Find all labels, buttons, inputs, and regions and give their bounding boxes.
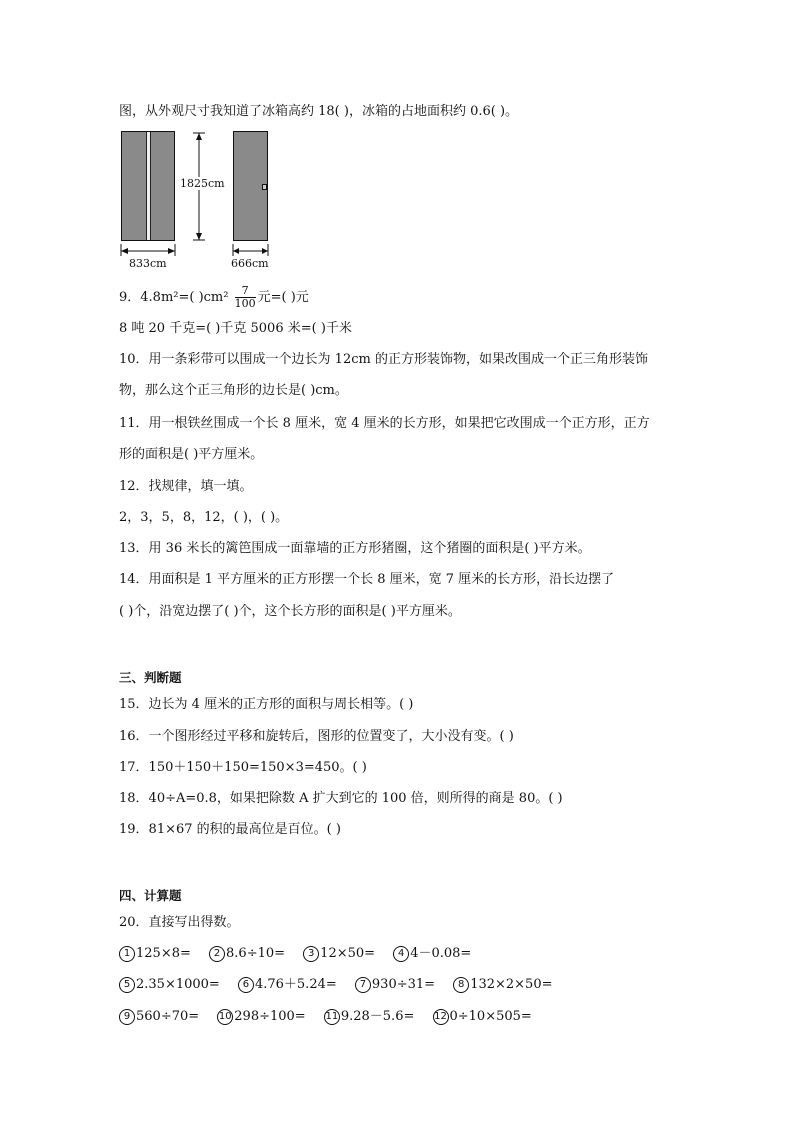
calc-item [119,1009,199,1024]
q11-line1: 11．用一根铁丝围成一个长 8 厘米，宽 4 厘米的长方形，如果把它改围成一个正方形，正方 [119,416,650,431]
calc-expr: 9.28－5.6= [340,1009,415,1024]
handle [262,184,267,190]
q11-line2: 形的面积是( )平方厘米。 [119,447,264,462]
fraction-denominator: 100 [234,297,256,310]
circled-number: 5 [119,977,135,993]
q18: 18．40÷A=0.8，如果把除数 A 扩大到它的 100 倍，则所得的商是 80。( ) [119,791,563,806]
calc-row-2 [119,975,567,995]
calc-item [324,1009,415,1024]
circled-number: 9 [119,1009,135,1025]
q10-line1: 10．用一条彩带可以围成一个边长为 12cm 的正方形装饰物，如果改围成一个正三角形装饰 [119,352,648,367]
q9-part2: 元=( )元 [257,290,309,305]
circled-number: 3 [303,946,319,962]
section-3-heading: 三、判断题 [119,670,182,685]
calc-item [238,977,337,992]
calc-expr: 560÷70= [136,1009,200,1024]
circled-number: 4 [393,946,409,962]
calc-item [119,977,220,992]
calc-expr: 12×50= [320,946,376,961]
dimension-lines [0,0,794,300]
circled-number: 10 [217,1009,233,1025]
q9-line1 [119,285,309,310]
calc-expr: 4－0.08= [410,946,472,961]
q20: 20．直接写出得数。 [119,915,240,930]
calc-item [119,946,191,961]
calc-expr: 8.6÷10= [226,946,286,961]
calc-item [393,946,471,961]
calc-expr: 2.35×1000= [136,977,220,992]
q12-line1: 12．找规律，填一填。 [119,479,253,494]
q8-tail: 图，从外观尺寸我知道了冰箱高约 18( )，冰箱的占地面积约 0.6( )。 [119,104,519,119]
calc-item [433,1009,532,1024]
fraction-numerator: 7 [235,285,256,298]
calc-row-3 [119,1007,546,1027]
q19: 19．81×67 的积的最高位是百位。( ) [119,822,341,837]
calc-expr: 132×2×50= [470,977,553,992]
circled-number: 7 [355,977,371,993]
depth-label: 666cm [231,257,269,270]
circled-number: 6 [238,977,254,993]
fraction [235,285,256,310]
calc-item [355,977,435,992]
circled-number: 1 [119,946,135,962]
circled-number: 11 [324,1009,340,1025]
calc-expr: 298÷100= [234,1009,306,1024]
q9-line2: 8 吨 20 千克=( )千克 5006 米=( )千米 [119,321,352,336]
height-label: 1825cm [180,177,225,190]
q16: 16．一个图形经过平移和旋转后，图形的位置变了，大小没有变。( ) [119,729,514,744]
calc-expr: 125×8= [136,946,191,961]
width-label: 833cm [129,257,167,270]
calc-item [217,1009,305,1024]
q10-line2: 物，那么这个正三角形的边长是( )cm。 [119,383,348,398]
calc-item [453,977,552,992]
q12-line2: 2，3，5，8，12，( )，( )。 [119,510,289,525]
q9-part1: 9．4.8m²=( )cm² [119,290,229,305]
calc-item [303,946,375,961]
q14-line1: 14．用面积是 1 平方厘米的正方形摆一个长 8 厘米，宽 7 厘米的长方形，沿长边摆了 [119,572,615,587]
circled-number: 2 [209,946,225,962]
calc-item [209,946,285,961]
fridge-side-view [233,131,268,241]
calc-expr: 0÷10×505= [449,1009,532,1024]
calc-row-1 [119,944,485,964]
q17: 17．150＋150＋150=150×3=450。( ) [119,760,367,775]
calc-expr: 4.76＋5.24= [254,977,337,992]
q13: 13．用 36 米长的篱笆围成一面靠墙的正方形猪圈，这个猪圈的面积是( )平方米。 [119,541,591,556]
q14-line2: ( )个，沿宽边摆了( )个，这个长方形的面积是( )平方厘米。 [119,604,461,619]
calc-expr: 930÷31= [371,977,436,992]
circled-number: 8 [453,977,469,993]
section-4-heading: 四、计算题 [119,888,182,903]
q15: 15．边长为 4 厘米的正方形的面积与周长相等。( ) [119,697,414,712]
circled-number: 12 [433,1009,449,1025]
